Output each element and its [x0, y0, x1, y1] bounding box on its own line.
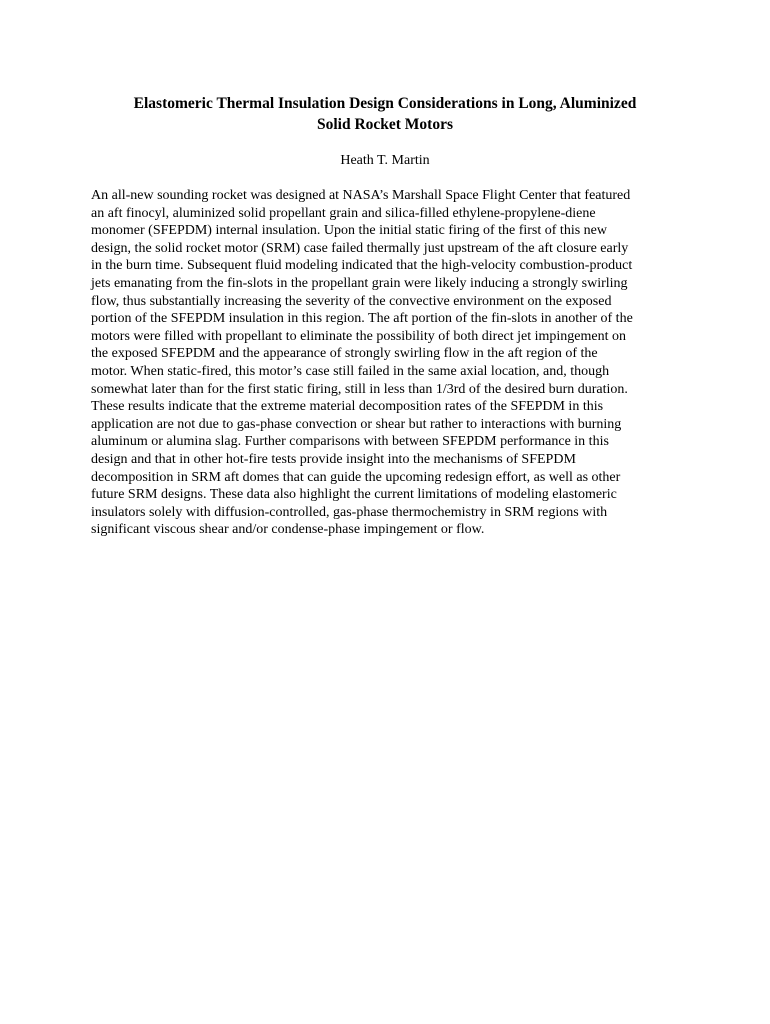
abstract-line: motors were filled with propellant to eliminate the possibility of both direct jet impingement on	[91, 328, 627, 344]
abstract-line: flow, thus substantially increasing the severity of the convective environment on the exposed	[91, 293, 612, 309]
abstract-line: somewhat later than for the first static firing, still in less than 1/3rd of the desired burn duration.	[91, 381, 628, 397]
abstract-line: design and that in other hot-fire tests provide insight into the mechanisms of SFEPDM	[91, 451, 576, 467]
abstract-line: future SRM designs. These data also highlight the current limitations of modeling elastomeric	[91, 487, 617, 503]
abstract-line: design, the solid rocket motor (SRM) case failed thermally just upstream of the aft closure early	[91, 240, 629, 256]
abstract-line: jets emanating from the fin-slots in the propellant grain were likely inducing a strongly swirling	[91, 275, 628, 291]
document-title	[60, 93, 710, 135]
abstract-line: motor. When static-fired, this motor’s case still failed in the same axial location, and, though	[91, 363, 610, 379]
abstract-line: aluminum or alumina slag. Further comparisons with between SFEPDM performance in this	[91, 434, 609, 450]
abstract-line: the exposed SFEPDM and the appearance of strongly swirling flow in the aft region of the	[91, 346, 598, 362]
abstract-line: in the burn time. Subsequent fluid modeling indicated that the high-velocity combustion-product	[91, 258, 633, 274]
abstract-line: decomposition in SRM aft domes that can guide the upcoming redesign effort, as well as other	[91, 469, 621, 485]
abstract-paragraph	[91, 187, 691, 539]
abstract-line: application are not due to gas-phase convection or shear but rather to interactions with burning	[91, 416, 622, 432]
abstract-line: an aft finocyl, aluminized solid propellant grain and silica-filled ethylene-propylene-diene	[91, 205, 596, 221]
title-line: Elastomeric Thermal Insulation Design Considerations in Long, Aluminized	[133, 95, 637, 112]
title-line: Solid Rocket Motors	[316, 116, 454, 133]
abstract-line: insulators solely with diffusion-controlled, gas-phase thermochemistry in SRM regions with	[91, 504, 608, 520]
abstract-line: significant viscous shear and/or condense-phase impingement or flow.	[91, 522, 485, 538]
abstract-line: These results indicate that the extreme material decomposition rates of the SFEPDM in this	[91, 399, 604, 415]
abstract-line: portion of the SFEPDM insulation in this region. The aft portion of the fin-slots in another of the	[91, 311, 633, 327]
abstract-line: monomer (SFEPDM) internal insulation. Upon the initial static firing of the first of this new	[91, 223, 607, 239]
author-name: Heath T. Martin	[340, 153, 430, 168]
abstract-line: An all-new sounding rocket was designed at NASA’s Marshall Space Flight Center that featured	[91, 188, 631, 203]
